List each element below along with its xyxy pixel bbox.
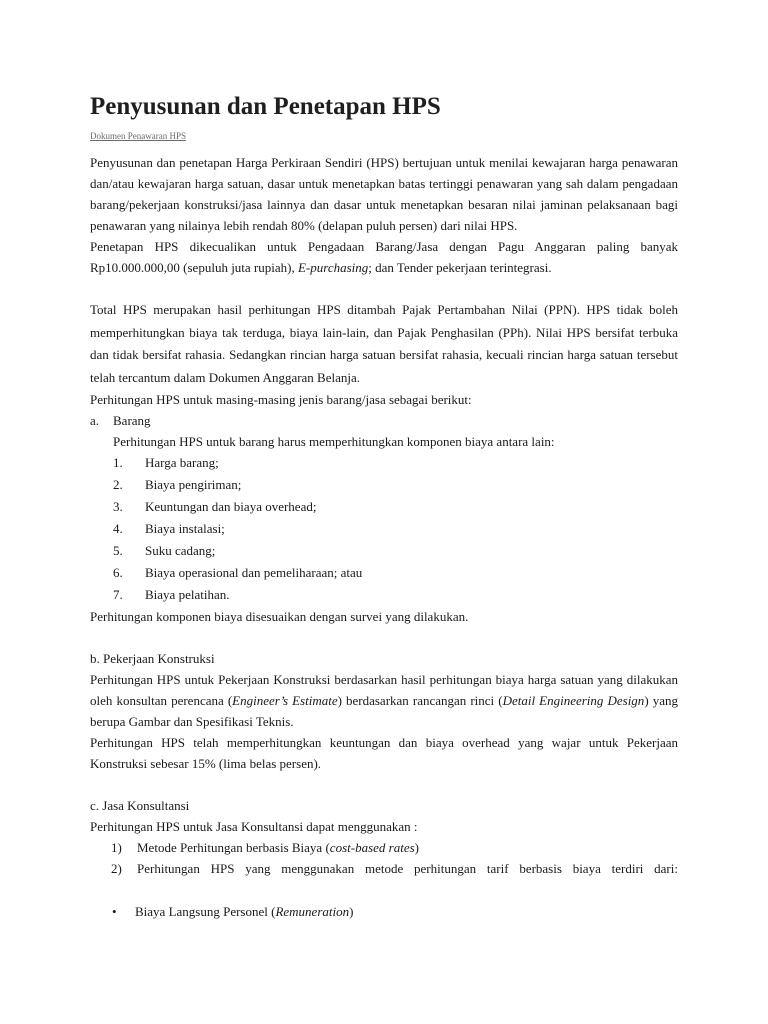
section-b-text-a: Perhitungan HPS untuk Pekerjaan Konstruksi berdasarkan hasil perhitungan biaya harga satuan yang dilakukan oleh konsultan perencana ( bbox=[90, 672, 678, 708]
list-item bbox=[111, 837, 678, 858]
list-item bbox=[112, 901, 678, 922]
list-item-marker: 5. bbox=[113, 543, 123, 558]
list-item bbox=[113, 474, 678, 496]
paragraph-exceptions-emphasis: E-purchasing bbox=[297, 260, 369, 275]
list-item-marker: 4. bbox=[113, 521, 123, 536]
section-b-paragraph-1 bbox=[90, 669, 678, 732]
list-item-text: Perhitungan HPS yang menggunakan metode perhitungan tarif berbasis biaya terdiri dari: bbox=[137, 861, 678, 876]
list-item-marker: 2. bbox=[113, 477, 123, 492]
paragraph-calculation-intro: Perhitungan HPS untuk masing-masing jenis barang/jasa sebagai berikut: bbox=[90, 392, 472, 407]
section-b-text-b: ) berdasarkan rancangan rinci ( bbox=[337, 693, 503, 708]
list-item-marker: 1. bbox=[113, 455, 123, 470]
list-item-emphasis: cost-based rates bbox=[329, 840, 415, 855]
list-item-marker: 6. bbox=[113, 565, 123, 580]
list-item-marker: 2) bbox=[111, 861, 122, 876]
list-item bbox=[113, 540, 678, 562]
section-b-emphasis-1: Engineer’s Estimate bbox=[232, 693, 338, 708]
section-a-title: Barang bbox=[113, 413, 151, 428]
paragraph-exceptions-text-b: ; dan Tender pekerjaan terintegrasi. bbox=[368, 260, 552, 275]
section-c-heading: c. Jasa Konsultansi bbox=[90, 798, 190, 813]
page-title: Penyusunan dan Penetapan HPS bbox=[90, 93, 441, 120]
section-c-list bbox=[90, 837, 678, 879]
section-a-intro: Perhitungan HPS untuk barang harus memperhitungkan komponen biaya antara lain: bbox=[113, 434, 555, 449]
list-item-text: Harga barang; bbox=[145, 455, 219, 470]
source-link[interactable]: Dokumen Penawaran HPS bbox=[90, 131, 186, 141]
section-a-outro: Perhitungan komponen biaya disesuaikan dengan survei yang dilakukan. bbox=[90, 609, 469, 624]
section-b-paragraph-2: Perhitungan HPS telah memperhitungkan keuntungan dan biaya overhead yang wajar untuk Pekerjaan Konstruksi sebesar 15% (lima belas persen). bbox=[90, 735, 678, 771]
list-item-text-b: ) bbox=[414, 840, 419, 855]
list-item-text: Suku cadang; bbox=[145, 543, 216, 558]
list-item-text-a: Biaya Langsung Personel ( bbox=[135, 904, 276, 919]
section-a-marker: a. bbox=[90, 413, 100, 428]
list-item-text: Biaya pelatihan. bbox=[145, 587, 230, 602]
list-item-text: Keuntungan dan biaya overhead; bbox=[145, 499, 317, 514]
section-c-intro: Perhitungan HPS untuk Jasa Konsultansi dapat menggunakan : bbox=[90, 819, 418, 834]
paragraph-purpose: Penyusunan dan penetapan Harga Perkiraan Sendiri (HPS) bertujuan untuk menilai kewajaran harga penawaran dan/atau kewajaran harga satuan, dasar untuk menetapkan batas tertinggi penawaran yang sah dalam pengadaan barang/pekerjaan konstruksi/jasa lainnya dan dasar untuk menetapkan besaran nilai jaminan pelaksanaan bagi penawaran yang nilainya lebih rendah 80% (delapan puluh persen) dari nilai HPS. bbox=[90, 155, 678, 233]
list-item-text: Biaya pengiriman; bbox=[145, 477, 242, 492]
section-c-bullets bbox=[90, 901, 678, 922]
section-b-heading: b. Pekerjaan Konstruksi bbox=[90, 651, 215, 666]
section-a-heading bbox=[90, 410, 678, 431]
section-b-emphasis-2: Detail Engineering Design bbox=[502, 693, 645, 708]
list-item bbox=[113, 496, 678, 518]
list-item-text bbox=[137, 837, 678, 858]
list-item-text: Biaya operasional dan pemeliharaan; atau bbox=[145, 565, 363, 580]
list-item bbox=[113, 518, 678, 540]
list-item-text bbox=[135, 901, 353, 922]
section-b-text-c: ) yang berupa Gambar dan Spesifikasi Teknis. bbox=[90, 693, 678, 729]
list-item-marker: 1) bbox=[111, 840, 122, 855]
list-item bbox=[111, 858, 678, 879]
list-item-marker: 7. bbox=[113, 587, 123, 602]
list-item-text-a: Metode Perhitungan berbasis Biaya ( bbox=[137, 840, 330, 855]
section-a-list bbox=[90, 452, 678, 606]
list-item-text: Biaya instalasi; bbox=[145, 521, 225, 536]
paragraph-exceptions-text-a: Penetapan HPS dikecualikan untuk Pengadaan Barang/Jasa dengan Pagu Anggaran paling banyak Rp10.000.000,00 (sepuluh juta rupiah), bbox=[90, 239, 678, 275]
paragraph-exceptions bbox=[90, 236, 678, 278]
list-item bbox=[113, 562, 678, 584]
bullet-marker: • bbox=[112, 904, 117, 919]
list-item-text-b: ) bbox=[349, 904, 354, 919]
document-content bbox=[90, 90, 678, 922]
list-item bbox=[113, 452, 678, 474]
list-item-emphasis: Remuneration bbox=[275, 904, 350, 919]
list-item-marker: 3. bbox=[113, 499, 123, 514]
paragraph-total-hps: Total HPS merupakan hasil perhitungan HPS ditambah Pajak Pertambahan Nilai (PPN). HPS tidak boleh memperhitungkan biaya tak terduga, biaya lain-lain, dan Pajak Penghasilan (PPh). Nilai HPS bersifat terbuka dan tidak bersifat rahasia. Sedangkan rincian harga satuan bersifat rahasia, kecuali rincian harga satuan tersebut telah tercantum dalam Dokumen Anggaran Belanja. bbox=[90, 302, 678, 385]
list-item bbox=[113, 584, 678, 606]
